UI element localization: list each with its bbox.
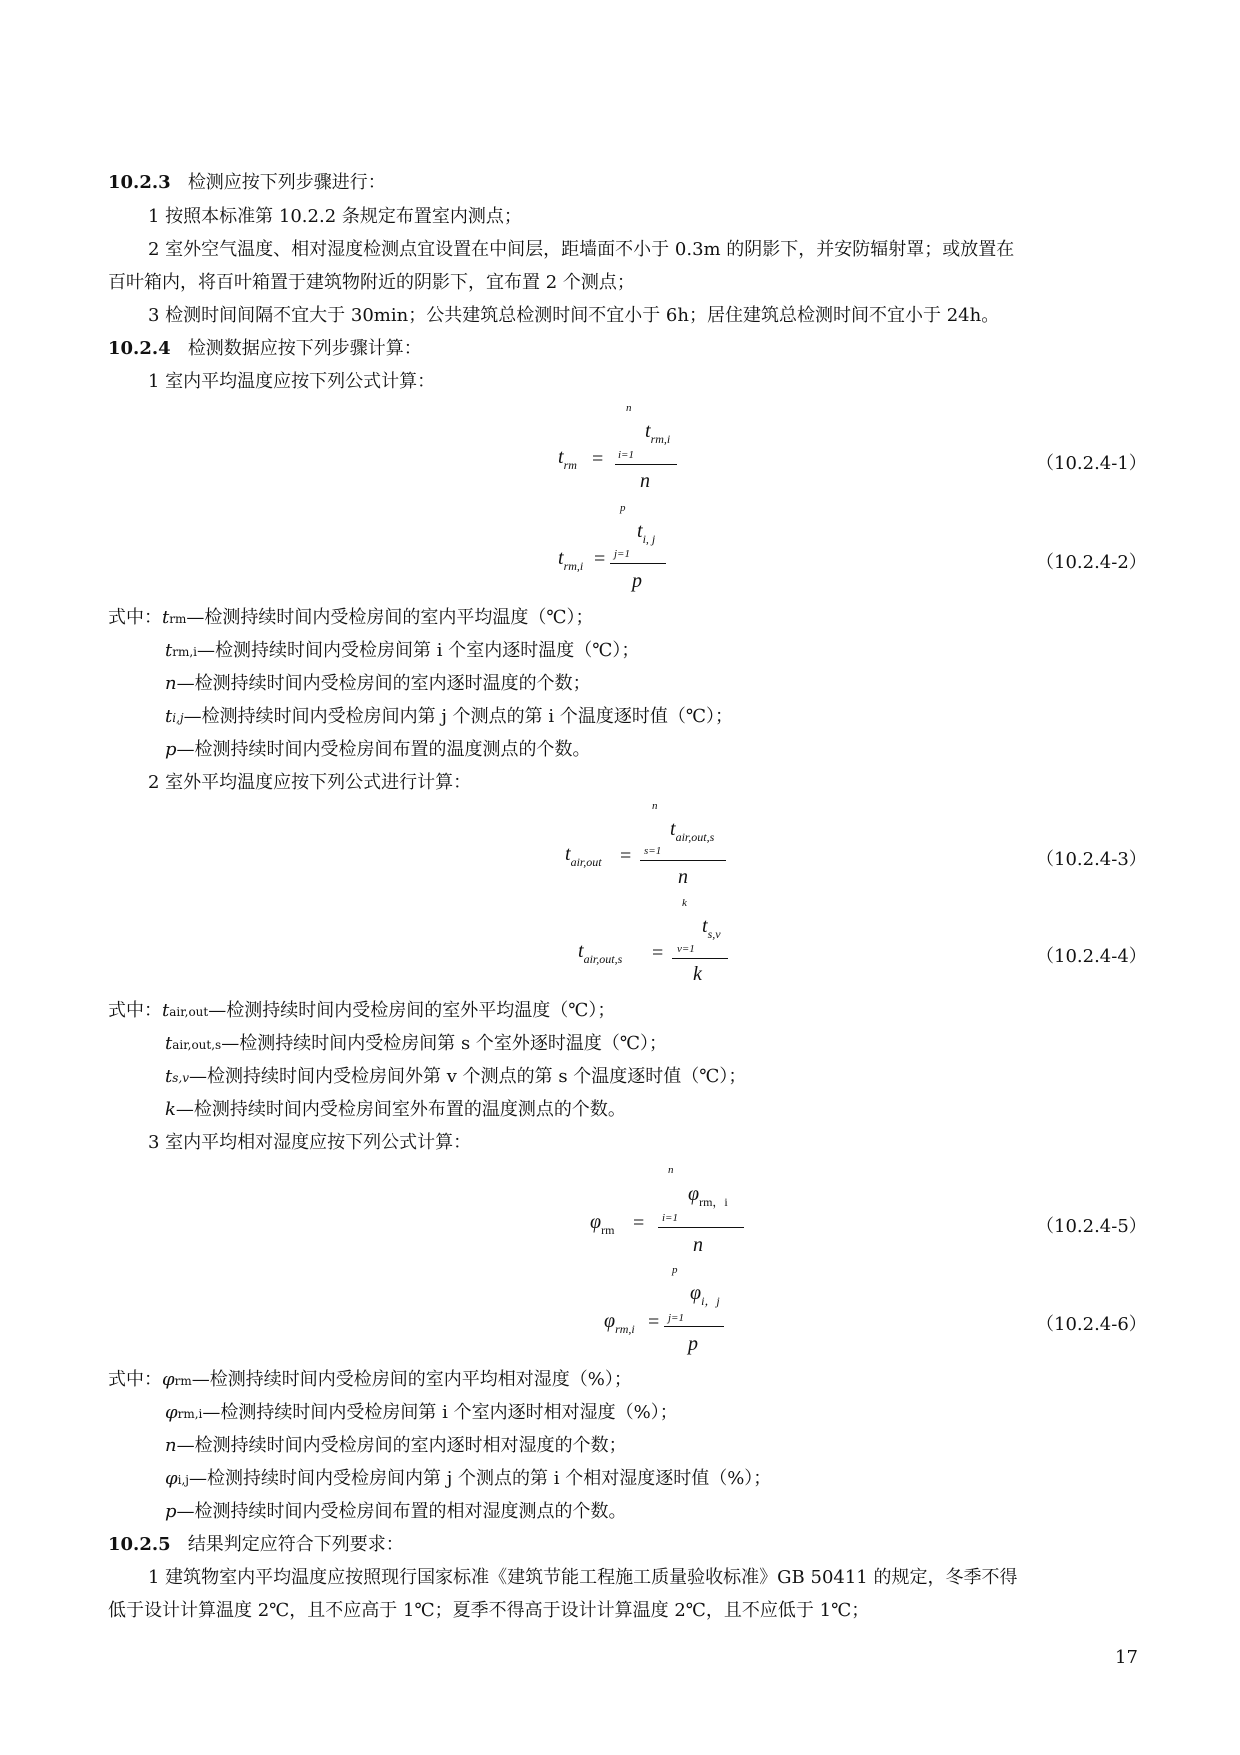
definition-t-s-v <box>165 1066 746 1089</box>
definition-t-i-j <box>165 706 733 729</box>
num-subscript: i, j <box>642 532 656 546</box>
lhs-subscript: air,out <box>570 855 602 869</box>
symbol-subscript: rm <box>174 1374 192 1388</box>
lhs-symbol: φ <box>604 1310 616 1332</box>
equals-sign: = <box>592 448 604 470</box>
num-subscript: s,v <box>707 927 721 941</box>
section-heading: 检测数据应按下列步骤计算： <box>187 338 422 359</box>
num-symbol: t <box>645 420 651 442</box>
equals-sign: = <box>620 845 632 867</box>
lhs-symbol: t <box>565 843 571 865</box>
definition-text: —检测持续时间内受检房间的室内平均相对湿度（%）； <box>191 1369 632 1390</box>
sum-upper: p <box>672 1264 678 1276</box>
denominator: k <box>693 963 702 985</box>
definition-text: —检测持续时间内受检房间布置的温度测点的个数。 <box>176 739 591 760</box>
definition-phi-rm-i <box>165 1402 678 1425</box>
symbol: φ <box>162 1369 175 1390</box>
sum-lower: i=1 <box>618 449 634 461</box>
equals-sign: = <box>633 1212 645 1234</box>
equals-sign: = <box>652 942 664 964</box>
definition-phi-rm <box>108 1369 632 1392</box>
sum-lower: j=1 <box>614 548 630 560</box>
section-number: 10.2.4 <box>108 338 171 359</box>
symbol-subscript: air,out,s <box>172 1038 222 1052</box>
symbol: t <box>162 607 170 628</box>
definition-text: —检测持续时间内受检房间内第 j 个测点的第 i 个温度逐时值（℃）； <box>183 706 733 727</box>
item-2-line-2: 百叶箱内，将百叶箱置于建筑物附近的阴影下，宜布置 2 个测点； <box>108 272 635 293</box>
symbol: t <box>165 1066 173 1087</box>
symbol: n <box>165 1435 177 1456</box>
symbol-subscript: i,j <box>177 1473 189 1487</box>
sum-lower: j=1 <box>668 1312 684 1324</box>
lhs-symbol: t <box>558 446 564 468</box>
definition-t-rm <box>108 607 594 630</box>
lhs-subscript: rm <box>563 458 577 472</box>
num-symbol: t <box>637 520 643 542</box>
num-subscript: rm，i <box>699 1195 728 1209</box>
fraction-bar <box>615 464 677 465</box>
definition-text: —检测持续时间内受检房间的室内逐时温度的个数； <box>176 673 591 694</box>
symbol: φ <box>165 1468 178 1489</box>
equals-sign: = <box>648 1311 660 1333</box>
result-item-1-line-1: 1 建筑物室内平均温度应按照现行国家标准《建筑节能工程施工质量验收标准》GB 50411 的规定，冬季不得 <box>148 1567 1018 1588</box>
sum-upper: k <box>682 897 687 909</box>
section-10-2-5 <box>108 1534 404 1556</box>
numerator <box>690 1282 720 1308</box>
definition-t-air-out <box>108 1000 615 1023</box>
equals-sign: = <box>594 548 606 570</box>
lhs <box>558 446 577 472</box>
symbol: n <box>165 673 177 694</box>
equation-number-3: （10.2.4-3） <box>1036 849 1147 870</box>
num-symbol: φ <box>690 1282 702 1304</box>
definition-text: —检测持续时间内受检房间室外布置的温度测点的个数。 <box>175 1099 626 1120</box>
section-10-2-4 <box>108 338 422 360</box>
section-heading: 结果判定应符合下列要求： <box>187 1534 404 1555</box>
symbol-subscript: rm,i <box>172 645 198 659</box>
numerator <box>670 818 715 844</box>
sum-lower: v=1 <box>677 943 695 955</box>
symbol: p <box>165 1501 177 1522</box>
lhs <box>604 1310 635 1336</box>
fraction-bar <box>658 1227 744 1228</box>
definition-text: —检测持续时间内受检房间的室内逐时相对湿度的个数； <box>176 1435 627 1456</box>
equation-number-2: （10.2.4-2） <box>1036 552 1147 573</box>
definition-text: —检测持续时间内受检房间的室内平均温度（℃）； <box>186 607 594 628</box>
denominator: p <box>632 570 642 592</box>
denominator: n <box>678 866 688 888</box>
sum-lower: i=1 <box>662 1212 678 1224</box>
definition-text: —检测持续时间内受检房间的室外平均温度（℃）； <box>208 1000 616 1021</box>
where-prefix: 式中： <box>108 1000 162 1021</box>
symbol: φ <box>165 1402 178 1423</box>
fraction-bar <box>610 563 666 564</box>
symbol: k <box>165 1099 176 1120</box>
section-number: 10.2.3 <box>108 172 171 193</box>
definition-n-humidity <box>165 1435 627 1457</box>
sum-upper: p <box>620 502 626 514</box>
item-3: 3 检测时间间隔不宜大于 30min；公共建筑总检测时间不宜小于 6h；居住建筑总检测时间不宜小于 24h。 <box>148 305 1000 326</box>
symbol-subscript: s,v <box>172 1071 189 1085</box>
section-number: 10.2.5 <box>108 1534 171 1555</box>
sum-upper: n <box>626 402 632 414</box>
lhs-subscript: rm <box>601 1223 615 1237</box>
definition-text: —检测持续时间内受检房间第 s 个室外逐时温度（℃）； <box>221 1033 668 1054</box>
definition-text: —检测持续时间内受检房间内第 j 个测点的第 i 个相对湿度逐时值（%）； <box>188 1468 772 1489</box>
symbol-subscript: i,j <box>172 711 184 725</box>
symbol-subscript: air,out <box>169 1005 209 1019</box>
numerator <box>645 420 671 446</box>
definition-text: —检测持续时间内受检房间布置的相对湿度测点的个数。 <box>176 1501 627 1522</box>
symbol: t <box>165 640 173 661</box>
section-heading: 检测应按下列步骤进行： <box>187 172 386 193</box>
symbol: t <box>165 1033 173 1054</box>
denominator: n <box>693 1234 703 1256</box>
fraction-bar <box>640 860 726 861</box>
definition-t-rm-i <box>165 640 639 663</box>
equation-number-1: （10.2.4-1） <box>1036 453 1147 474</box>
numerator <box>688 1183 728 1209</box>
num-subscript: i，j <box>701 1294 720 1308</box>
fraction-bar <box>672 958 728 959</box>
definition-p <box>165 739 591 761</box>
num-symbol: t <box>702 915 708 937</box>
num-subscript: rm,i <box>650 432 671 446</box>
lhs-subscript: air,out,s <box>583 952 623 966</box>
lhs <box>565 843 602 869</box>
result-item-1-line-2: 低于设计计算温度 2℃，且不应高于 1℃；夏季不得高于设计计算温度 2℃，且不应低于 1℃； <box>108 1600 870 1621</box>
definition-t-air-out-s <box>165 1033 667 1056</box>
num-symbol: φ <box>688 1183 700 1205</box>
sum-lower: s=1 <box>644 845 662 857</box>
lhs-subscript: rm,i <box>615 1322 635 1336</box>
denominator: p <box>688 1333 698 1355</box>
denominator: n <box>640 470 650 492</box>
symbol: t <box>165 706 173 727</box>
definition-p-humidity <box>165 1501 627 1523</box>
sum-upper: n <box>668 1164 674 1176</box>
item-2-outdoor-temp: 2 室外平均温度应按下列公式进行计算： <box>148 772 472 793</box>
definition-k <box>165 1099 626 1121</box>
numerator <box>637 520 656 546</box>
num-subscript: air,out,s <box>675 830 715 844</box>
symbol: p <box>165 739 177 760</box>
lhs-symbol: φ <box>590 1211 602 1233</box>
lhs <box>590 1211 615 1237</box>
where-prefix: 式中： <box>108 1369 162 1390</box>
section-10-2-3 <box>108 172 386 194</box>
definition-phi-i-j <box>165 1468 771 1491</box>
lhs-subscript: rm,i <box>563 559 584 573</box>
definition-text: —检测持续时间内受检房间第 i 个室内逐时相对湿度（%）； <box>202 1402 678 1423</box>
equation-number-6: （10.2.4-6） <box>1036 1314 1147 1335</box>
lhs <box>578 940 623 966</box>
lhs <box>558 547 584 573</box>
num-symbol: t <box>670 818 676 840</box>
sum-upper: n <box>652 800 658 812</box>
item-2-line-1: 2 室外空气温度、相对湿度检测点宜设置在中间层，距墙面不小于 0.3m 的阴影下，并安防辐射罩；或放置在 <box>148 239 1015 260</box>
definition-text: —检测持续时间内受检房间外第 v 个测点的第 s 个温度逐时值（℃）； <box>189 1066 747 1087</box>
item-1: 1 按照本标准第 10.2.2 条规定布置室内测点； <box>148 206 522 227</box>
fraction-bar <box>664 1326 724 1327</box>
symbol-subscript: rm,i <box>177 1407 203 1421</box>
equation-number-5: （10.2.4-5） <box>1036 1216 1147 1237</box>
equation-number-4: （10.2.4-4） <box>1036 946 1147 967</box>
item-3-indoor-humidity: 3 室内平均相对湿度应按下列公式计算： <box>148 1132 472 1153</box>
lhs-symbol: t <box>558 547 564 569</box>
lhs-symbol: t <box>578 940 584 962</box>
symbol: t <box>162 1000 170 1021</box>
definition-text: —检测持续时间内受检房间第 i 个室内逐时温度（℃）； <box>197 640 640 661</box>
symbol-subscript: rm <box>169 612 187 626</box>
page-number: 17 <box>1115 1647 1138 1668</box>
definition-n <box>165 673 591 695</box>
numerator <box>702 915 721 941</box>
item-1-indoor-temp: 1 室内平均温度应按下列公式计算： <box>148 371 436 392</box>
where-prefix: 式中： <box>108 607 162 628</box>
